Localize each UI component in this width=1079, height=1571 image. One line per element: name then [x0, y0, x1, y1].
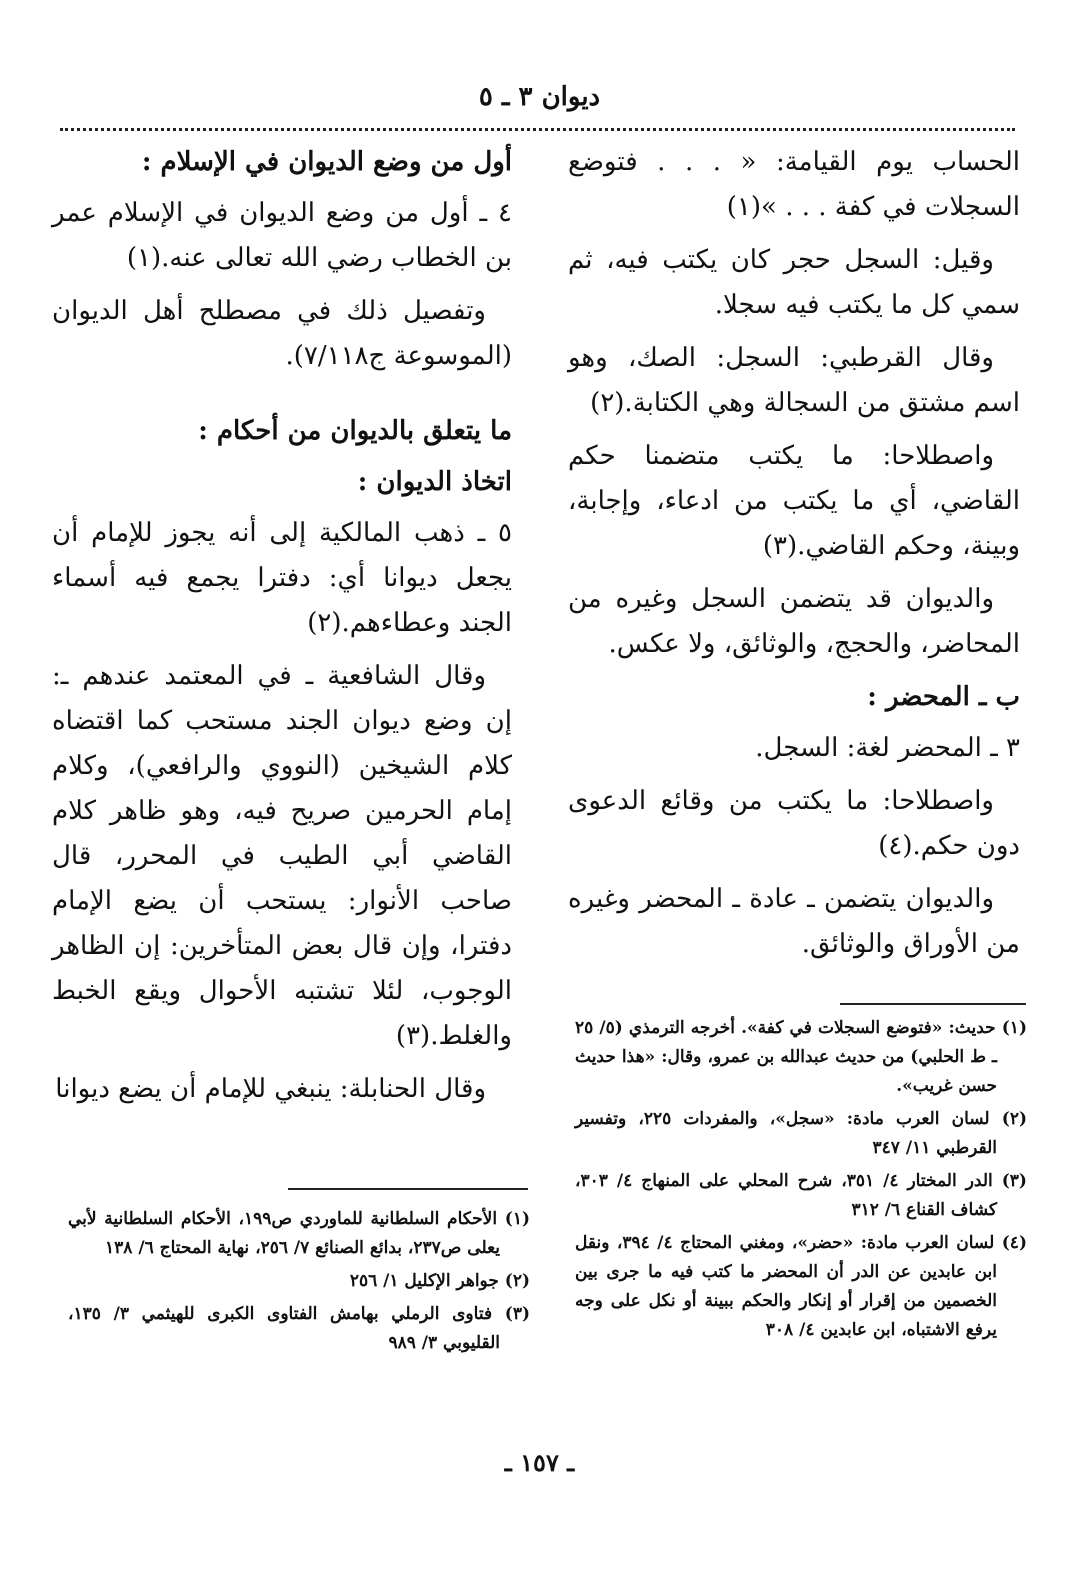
page-number: ـ ١٥٧ ـ: [504, 1448, 575, 1477]
paragraph: ٥ ـ ذهب المالكية إلى أنه يجوز للإمام أن يجعل ديوانا أي: دفترا يجمع فيه أسماء الجند وعطاءهم.(٢): [52, 518, 512, 638]
paragraph: وقال الحنابلة: ينبغي للإمام أن يضع ديوانا: [55, 1074, 486, 1104]
footnote-separator: [840, 1003, 1026, 1005]
footnote: (٢) جواهر الإكليل ١/ ٢٥٦: [349, 1271, 530, 1291]
paragraph: الحساب يوم القيامة: « . . . فتوضع السجلات في كفة . . . »(١): [568, 147, 1020, 222]
footnote-separator: [288, 1188, 528, 1190]
header-dotted-rule: [60, 128, 1015, 131]
paragraph: والديوان يتضمن ـ عادة ـ المحضر وغيره من الأوراق والوثائق.: [568, 884, 1020, 959]
section-heading: أول من وضع الديوان في الإسلام :: [141, 147, 512, 177]
footnotes-right: [575, 1014, 1027, 1349]
section-subheading: ب ـ المحضر :: [867, 682, 1020, 712]
footnote: (٢) لسان العرب مادة: «سجل»، والمفردات ٢٢٥، وتفسير القرطبي ١١/ ٣٤٧: [575, 1109, 1027, 1158]
paragraph: والديوان قد يتضمن السجل وغيره من المحاضر، والحجج، والوثائق، ولا عكس.: [568, 584, 1020, 659]
paragraph: وقيل: السجل حجر كان يكتب فيه، ثم سمي كل ما يكتب فيه سجلا.: [568, 245, 1020, 320]
footnote: (١) الأحكام السلطانية للماوردي ص١٩٩، الأحكام السلطانية لأبي يعلى ص٢٣٧، بدائع الصنائع ٧/ ٢٥٦، نهاية المحتاج ٦/ ١٣٨: [68, 1209, 531, 1258]
footnote: (٣) فتاوى الرملي بهامش الفتاوى الكبرى للهيثمي ٣/ ١٣٥، القليوبي ٣/ ٩٨٩: [68, 1304, 530, 1353]
paragraph: واصطلاحا: ما يكتب متضمنا حكم القاضي، أي ما يكتب من ادعاء، وإجابة، وبينة، وحكم القاضي.(٣): [568, 441, 1020, 561]
paragraph: وتفصيل ذلك في مصطلح أهل الديوان (الموسوعة ج٧/١١٨).: [52, 296, 512, 371]
paragraph: وقال الشافعية ـ في المعتمد عندهم ـ: إن وضع ديوان الجند مستحب كما اقتضاه كلام الشيخين (النووي والرافعي)، وكلام إمام الحرمين صريح فيه، وهو ظاهر كلام القاضي أبي الطيب في المحرر، قال صاحب الأنوار: يستحب أن يضع الإمام دفترا، وإن قال بعض المتأخرين: إن الظاهر الوجوب، لئلا تشتبه الأحوال ويقع الخبط والغلط.(٣): [52, 661, 512, 1051]
spacer: [52, 387, 512, 409]
footnotes-left: [68, 1205, 530, 1362]
running-header: ديوان ٣ ـ ٥: [478, 82, 601, 112]
paragraph: وقال القرطبي: السجل: الصك، وهو اسم مشتق من السجالة وهي الكتابة.(٢): [568, 343, 1020, 418]
section-subheading: اتخاذ الديوان :: [357, 467, 512, 497]
footnote: (١) حديث: «فتوضع السجلات في كفة». أخرجه الترمذي (٥/ ٢٥ ـ ط الحلبي) من حديث عبدالله بن عمرو، وقال: «هذا حديث حسن غريب».: [575, 1018, 1027, 1096]
right-column: [568, 140, 1020, 975]
section-heading: ما يتعلق بالديوان من أحكام :: [198, 416, 512, 446]
paragraph: ٣ ـ المحضر لغة: السجل.: [755, 733, 1020, 763]
footnote: (٤) لسان العرب مادة: «حضر»، ومغني المحتاج ٤/ ٣٩٤، ونقل ابن عابدين عن الدر أن المحضر ما كتب فيه ما جرى بين الخصمين من إقرار أو إنكار والحكم ببينة أو نكل على وجه يرفع الاشتباه، ابن عابدين ٤/ ٣٠٨: [575, 1233, 1027, 1340]
paragraph: واصطلاحا: ما يكتب من وقائع الدعوى دون حكم.(٤): [568, 786, 1020, 861]
footnote: (٣) الدر المختار ٤/ ٣٥١، شرح المحلي على المنهاج ٤/ ٣٠٣، كشاف القناع ٦/ ٣١٢: [575, 1171, 1027, 1220]
paragraph: ٤ ـ أول من وضع الديوان في الإسلام عمر بن الخطاب رضي الله تعالى عنه.(١): [52, 198, 512, 273]
left-column: [52, 140, 512, 1120]
